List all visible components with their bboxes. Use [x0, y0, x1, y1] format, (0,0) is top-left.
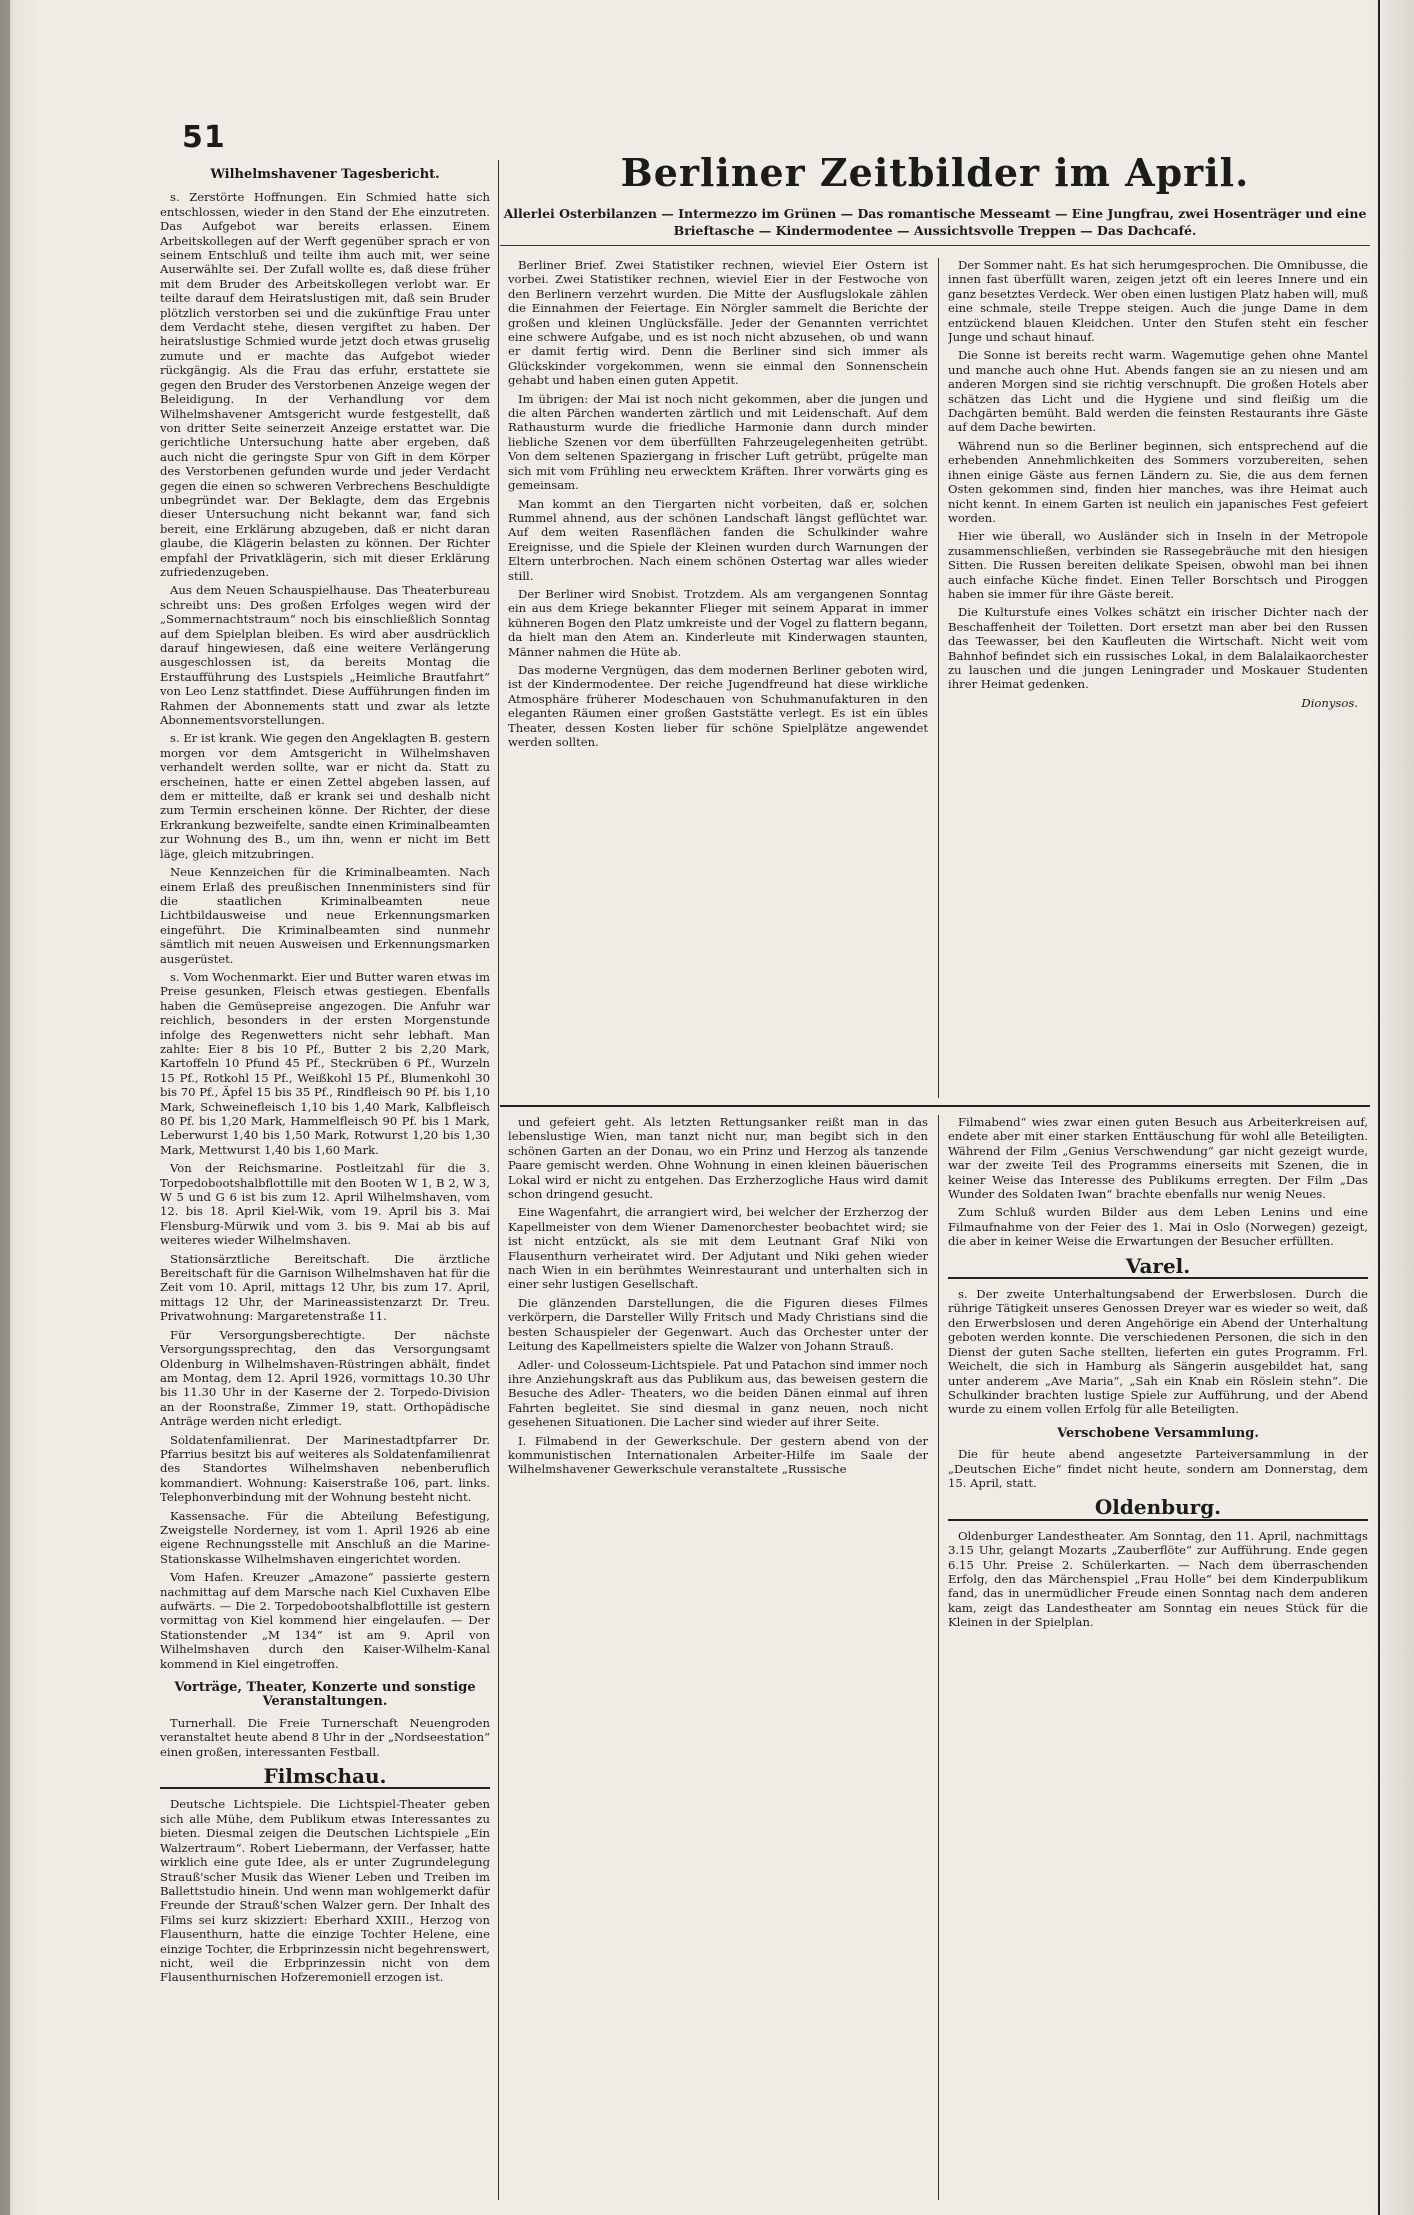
events-text: Turnerhall. Die Freie Turnerschaft Neuengroden veranstaltet heute abend 8 Uhr in der „Nordseestation“ einen großen, interessanten Festball.: [160, 1715, 490, 1759]
article-kassensache: Kassensache. Für die Abteilung Befestigung, Zweigstelle Norderney, ist vom 1. April 1926 ab eine eigene Rechnungsstelle mit Anschluß an die Marine-Stationskasse Wilhelmshaven eingerichtet worden.: [160, 1508, 490, 1566]
main-headline: Berliner Zeitbilder im April.: [620, 150, 1250, 195]
article-vom-hafen: Vom Hafen. Kreuzer „Amazone“ passierte gestern nachmittag auf dem Marsche nach Kiel Cuxhaven Elbe aufwärts. — Die 2. Torpedobootshalbflottille ist gestern vormittag von Kiel kommend hier eingelaufen. — Der Stationstender „M 134“ ist am 9. April von Wilhelmshaven durch den Kaiser-Wilhelm-Kanal kommend in Kiel eingetroffen.: [160, 1570, 490, 1671]
main-col2-paragraph: Der Sommer naht. Es hat sich herumgesprochen. Die Omnibusse, die innen fast überfüllt waren, zeigen jetzt oft ein leeres Innere und ein ganz besetztes Verdeck. Wer oben einen lustigen Platz haben will, muß eine schmale, steile Treppe steigen. Auch die junge Dame in dem entzückend blauen Kleidchen. Unter den Stufen steht ein fescher Junge und schaut hinauf.: [948, 258, 1368, 345]
varel-heading: Varel.: [948, 1259, 1368, 1279]
right-lower-column: [948, 1115, 1368, 2200]
column-rule-2: [938, 258, 939, 1098]
article-divider: [500, 1105, 1370, 1107]
film-heading: Filmschau.: [160, 1769, 490, 1789]
running-head: Wilhelmshavener Tagesbericht.: [210, 167, 440, 182]
article-zerstoerte-hoffnungen: s. Zerstörte Hoffnungen. Ein Schmied hatte sich entschlossen, wieder in den Stand der Ehe einzutreten. Das Aufgebot war bereits erlassen. Einem Arbeitskollegen auf der Werft gegenüber sprach er von seinem Entschluß und teilte ihm auch mit, wer seine Auserwählte sei. Der Zufall wollte es, daß diese früher mit dem Bruder des Arbeitskollegen verlobt war. Er teilte darauf dem Heiratslustigen mit, daß sein Bruder plötzlich verstorben sei und die zukünftige Frau unter dem Verdacht stehe, diesen vergiftet zu haben. Der heiratslustige Schmied wurde jetzt doch etwas gruselig zumute und er machte das Aufgebot wieder rückgängig. Als die Frau das erfuhr, erstattete sie gegen den Bruder des Verstorbenen Anzeige wegen der Beleidigung. In der Verhandlung vor dem Wilhelmshavener Amtsgericht wurde festgestellt, daß von dritter Seite seinerzeit Anzeige erstattet war. Die gerichtliche Untersuchung hatte aber ergeben, daß auch nicht die geringste Spur von Gift in dem Körper des Verstorbenen gefunden wurde und jeder Verdacht gegen die einen so schweren Verbrechens Beschuldigte unbegründet war. Der Beklagte, dem das Ergebnis dieser Untersuchung nicht bekannt war, fand sich bereit, eine Erklärung abzugeben, daß er nicht daran glaube, die Klägerin belasten zu können. Der Richter empfahl der Privatklägerin, sich mit dieser Erklärung zufriedenzugeben.: [160, 190, 490, 579]
lower-middle-paragraph: I. Filmabend in der Gewerkschule. Der gestern abend von der kommunistischen Internationalen Arbeiter-Hilfe im Saale der Wilhelmshavener Gewerkschule veranstaltete „Russische: [508, 1433, 928, 1477]
article-er-ist-krank: s. Er ist krank. Wie gegen den Angeklagten B. gestern morgen vor dem Amtsgericht in Wilhelmshaven verhandelt werden sollte, war er nicht da. Statt zu erscheinen, hatte er einen Zettel abgeben lassen, auf dem er mitteilte, daß er krank sei und deshalb nicht zum Termin erscheinen könne. Der Richter, der diese Erkrankung bezweifelte, sandte einen Kriminalbeamten zur Wohnung des B., um ihn, wenn er nicht im Bett läge, gleich mitzubringen.: [160, 731, 490, 861]
main-col1-paragraph: Das moderne Vergnügen, das dem modernen Berliner geboten wird, ist der Kindermodentee. Der reiche Jugendfreund hat diese wirkliche Atmosphäre früherer Modeschauen von Schuhmanufakturen in den eleganten Räumen einer großen Gaststätte verlegt. Es ist ein übles Theater, dessen Kosten lieber für schöne Spielplätze angewendet werden sollten.: [508, 662, 928, 749]
article-reichsmarine: Von der Reichsmarine. Postleitzahl für die 3. Torpedobootshalbflottille mit den Booten W 1, B 2, W 3, W 5 und G 6 ist bis zum 12. April Wilhelmshaven, vom 12. bis 18. April Kiel-Wik, vom 19. April bis 3. Mai Flensburg-Mürwik und vom 3. bis 9. Mai ab bis auf weiteres wieder Wilhelmshaven.: [160, 1161, 490, 1248]
right-border-rule: [1378, 0, 1380, 2215]
lower-middle-paragraph: Eine Wagenfahrt, die arrangiert wird, bei welcher der Erzherzog der Kapellmeister von dem Wiener Damenorchester beobachtet wird; sie ist nicht entzückt, als sie mit dem Leutnant Graf Niki von Flausenthurn verheiratet wird. Der Adjutant und Niki gehen wieder nach Wien in ein berühmtes Weinrestaurant und unterhalten sich in einer sehr lustigen Gesellschaft.: [508, 1205, 928, 1292]
lower-middle-column: [508, 1115, 928, 2200]
lower-middle-paragraph: und gefeiert geht. Als letzten Rettungsanker reißt man in das lebenslustige Wien, man tanzt nicht nur, man begibt sich in den schönen Garten an der Donau, wo ein Prinz und Herzog als tanzende Paare gemischt werden. Ohne Wohnung in einen kleinen bäuerischen Lokal wird er nicht zu entgehen. Das Erzherzogliche Haus wird damit schon dringend gesucht.: [508, 1115, 928, 1202]
page-number: 51: [182, 120, 226, 155]
main-col1-paragraph: Der Berliner wird Snobist. Trotzdem. Als am vergangenen Sonntag ein aus dem Kriege bekannter Flieger mit seinem Apparat in immer kühneren Bogen den Platz umkreiste und der Vogel zu flattern begann, da hielt man den Atem an. Kinderleute mit Kinderwagen staunten, Männer nahmen die Hüte ab.: [508, 586, 928, 659]
main-col1-paragraph: Im übrigen: der Mai ist noch nicht gekommen, aber die jungen und die alten Pärchen wanderten zärtlich und mit Leidenschaft. Auf dem Rathausturm wurde die friedliche Harmonie dann durch minder liebliche Szenen vor dem überfüllten Fahrzeugelegenheiten getrübt. Von dem seltenen Spaziergang in frischer Luft getrübt, prügelte man sich mit vom Frühling neu erwecktem Kräften. Ihrer vorwärts ging es gemeinsam.: [508, 391, 928, 493]
column-rule-1: [498, 160, 499, 2200]
main-col2-paragraph: Hier wie überall, wo Ausländer sich in Inseln in der Metropole zusammenschließen, verbinden sie Rassegebräuche mit den hiesigen Sitten. Die Russen bereiten delikate Speisen, obwohl man bei ihnen auch einfache Küche findet. Einen Teller Borschtsch und Piroggen haben sie immer für ihre Gäste bereit.: [948, 529, 1368, 601]
meeting-heading: Verschobene Versammlung.: [1057, 1425, 1259, 1441]
right-lower-paragraph: Zum Schluß wurden Bilder aus dem Leben Lenins und eine Filmaufnahme von der Feier des 1. Mai in Oslo (Norwegen) gezeigt, die aber in keiner Weise die Erwartungen der Besucher erfüllten.: [948, 1205, 1368, 1249]
main-subhead: Allerlei Osterbilanzen — Intermezzo im Grünen — Das romantische Messeamt — Eine Jungfrau, zwei Hosenträger und eine Brieftasche — Kindermodentee — Aussichtsvolle Treppen — Das Dachcafé.: [500, 205, 1370, 246]
varel-text: s. Der zweite Unterhaltungsabend der Erwerbslosen. Durch die rührige Tätigkeit unseres Genossen Dreyer war es wieder so weit, daß den Erwerbslosen und deren Angehörige ein Abend der Unterhaltung geboten werden konnte. Die verschiedenen Personen, die sich in den Dienst der guten Sache stellten, lieferten ein gutes Programm. Frl. Weichelt, die sich in Hamburg als Sängerin ausgebildet hat, sang unter anderem „Ave Maria“, „Sah ein Knab ein Röslein stehn“. Die Schulkinder brachten lustige Spiele zur Aufführung, und der Abend wurde zu einem vollen Erfolg für alle Beteiligten.: [948, 1287, 1368, 1417]
meeting-text: Die für heute abend angesetzte Parteiversammlung in der „Deutschen Eiche“ findet nicht heute, sondern am Donnerstag, dem 15. April, statt.: [948, 1447, 1368, 1490]
main-col2-paragraph: Während nun so die Berliner beginnen, sich entsprechend auf die erhebenden Annehmlichkeiten des Sommers vorzubereiten, sehen ihnen einige Gäste aus fernen Ländern zu. Sie, die aus dem fernen Osten gekommen sind, finden hier manches, was ihre Heimat auch nicht kennt. In einem Garten ist neulich ein japanisches Fest gefeiert worden.: [948, 438, 1368, 525]
main-col2-paragraph: Die Sonne ist bereits recht warm. Wagemutige gehen ohne Mantel und manche auch ohne Hut. Abends fangen sie an zu niesen und am anderen Morgen sind sie richtig verschnupft. Die großen Hotels aber schätzen das Licht und die Hygiene und sind fleißig um die Dachgärten bemüht. Bald werden die feinsten Restaurants ihre Gäste auf dem Dache bewirten.: [948, 348, 1368, 435]
lower-middle-paragraph: Adler- und Colosseum-Lichtspiele. Pat und Patachon sind immer noch ihre Anziehungskraft aus das Publikum aus, das beweisen gestern die Besuche des Adler- Theaters, wo die beiden Dänen einmal auf ihren Fahrten begleitet. Sie sind diesmal in ganz neuen, noch nicht gesehenen Situationen. Die Lacher sind wieder auf ihrer Seite.: [508, 1357, 928, 1430]
article-soldatenfamilienrat: Soldatenfamilienrat. Der Marinestadtpfarrer Dr. Pfarrius besitzt bis auf weiteres als Soldatenfamilienrat des Standortes Wilhelmshaven nebenberuflich kommandiert. Wohnung: Kaiserstraße 106, part. links. Telephonverbindung mit der Wohnung besteht nicht.: [160, 1432, 490, 1505]
oldenburg-text: Oldenburger Landestheater. Am Sonntag, den 11. April, nachmittags 3.15 Uhr, gelangt Mozarts „Zauberflöte“ zur Aufführung. Ende gegen 6.15 Uhr. Preise 2. Schülerkarten. — Nach dem überraschenden Erfolg, den das Märchenspiel „Frau Holle“ bei dem Kinderpublikum fand, das in unermüdlicher Freude einen Sonntag nach dem anderen kam, zeigt das Landestheater am Sonntag ein neues Stück für die Kleinen in der Spielplan.: [948, 1528, 1368, 1630]
oldenburg-heading: Oldenburg.: [948, 1500, 1368, 1520]
article-versorgung: Für Versorgungsberechtigte. Der nächste Versorgungssprechtag, den das Versorgungsamt Oldenburg in Wilhelmshaven-Rüstringen abhält, findet am Montag, dem 12. April 1926, vormittags 10.30 Uhr bis 11.30 Uhr in der Kaserne der 2. Torpedo-Division an der Roonstraße, Zimmer 19, statt. Orthopädische Anträge werden nicht erledigt.: [160, 1327, 490, 1429]
article-schauspielhaus: Aus dem Neuen Schauspielhause. Das Theaterbureau schreibt uns: Des großen Erfolges wegen wird der „Sommernachtstraum“ noch bis einschließlich Sonntag auf dem Spielplan bleiben. Es wird aber ausdrücklich darauf hingewiesen, daß eine weitere Verlängerung ausgeschlossen ist, da bereits Montag die Erstaufführung des Lustspiels „Heimliche Brautfahrt“ von Leo Lenz stattfindet. Diese Aufführungen finden im Rahmen der Abonnements statt und zwar als letzte Abonnementsvorstellungen.: [160, 583, 490, 728]
article-byline: Dionysos.: [1301, 695, 1358, 710]
right-lower-paragraph: Filmabend“ wies zwar einen guten Besuch aus Arbeiterkreisen auf, endete aber mit einer starken Enttäuschung für wohl alle Beteiligten. Während der Film „Genius Verschwendung“ gar nicht gezeigt wurde, war der zweite Teil des Programms einerseits mit Szenen, die in keiner Weise das Interesse des Publikums erregten. Der Film „Das Wunder des Soldaten Iwan“ brachte ebenfalls nur wenig Neues.: [948, 1115, 1368, 1202]
page-edge-shadow: [0, 0, 10, 2215]
main-article-column-2: [948, 258, 1368, 1098]
main-article-column-1: [508, 258, 928, 1098]
column-rule-3: [938, 1115, 939, 2200]
article-kriminalbeamten: Neue Kennzeichen für die Kriminalbeamten. Nach einem Erlaß des preußischen Innenministers sind für die staatlichen Kriminalbeamten neue Lichtbildausweise und neue Erkennungsmarken eingeführt. Die Kriminalbeamten sind nunmehr sämtlich mit neuen Ausweisen und Erkennungsmarken ausgerüstet.: [160, 865, 490, 966]
events-heading: Vorträge, Theater, Konzerte und sonstige Veranstaltungen.: [174, 1680, 476, 1710]
lower-middle-paragraph: Die glänzenden Darstellungen, die die Figuren dieses Filmes verkörpern, die Darsteller Willy Fritsch und Mady Christians sind die besten Schauspieler der Gegenwart. Auch das Orchester unter der Leitung des Kapellmeisters spielte die Walzer von Johann Strauß.: [508, 1295, 928, 1354]
main-col1-paragraph: Berliner Brief. Zwei Statistiker rechnen, wieviel Eier Ostern ist vorbei. Zwei Statistiker rechnen, wieviel Eier in der Festwoche von den Berlinern verzehrt wurden. Die Mitte der Ausflugslokale zählen die Einnahmen der Feiertage. Ein Nörgler sammelt die Berichte der großen und kleinen Unglücksfälle. Jeder der Genannten verrichtet eine schwere Aufgabe, und es ist noch nicht abzusehen, ob und wann er damit fertig wird. Denn die Berliner sind sich immer als Glückskinder vorgekommen, wenn sie einmal den Sonnenschein gehabt und haben einen guten Appetit.: [508, 258, 928, 388]
article-bereitschaft: Stationsärztliche Bereitschaft. Die ärztliche Bereitschaft für die Garnison Wilhelmshaven hat für die Zeit vom 10. April, mittags 12 Uhr, bis zum 17. April, mittags 12 Uhr, der Marineassistenzarzt Dr. Treu. Privatwohnung: Margaretenstraße 11.: [160, 1251, 490, 1324]
main-col1-paragraph: Man kommt an den Tiergarten nicht vorbeiten, daß er, solchen Rummel ahnend, aus der schönen Landschaft längst geflüchtet war. Auf dem weiten Rasenflächen fanden die Schulkinder wahre Ereignisse, und die Spiele der Kleinen wurden durch Warnungen der Eltern unterbrochen. Nach einem schönen Ostertag war alles wieder still.: [508, 496, 928, 583]
film-text: Deutsche Lichtspiele. Die Lichtspiel-Theater geben sich alle Mühe, dem Publikum etwas Interessantes zu bieten. Diesmal zeigen die Deutschen Lichtspiele „Ein Walzertraum“. Robert Liebermann, der Verfasser, hatte wirklich eine gute Idee, als er unter Zugrundelegung Strauß'scher Musik das Wiener Leben und Treiben im Ballettstudio hinein. Und wenn man wohlgemerkt dafür Freunde der Strauß'schen Walzer gern. Der Inhalt des Films sei kurz skizziert: Eberhard XXIII., Herzog von Flausenthurn, hatte die einzige Tochter Helene, eine einzige Tochter, die Erbprinzessin nicht begehrenswert, nicht, weil die Erbprinzessin nicht von dem Flausenthurnischen Hofzeremoniell erzogen ist.: [160, 1797, 490, 1985]
article-wochenmarkt: s. Vom Wochenmarkt. Eier und Butter waren etwas im Preise gesunken, Fleisch etwas gestiegen. Ebenfalls haben die Gemüsepreise angezogen. Die Anfuhr war reichlich, besonders in der ersten Morgenstunde infolge des Regenwetters nicht sehr lebhaft. Man zahlte: Eier 8 bis 10 Pf., Butter 2 bis 2,20 Mark, Kartoffeln 10 Pfund 45 Pf., Steckrüben 6 Pf., Wurzeln 15 Pf., Rotkohl 15 Pf., Weißkohl 15 Pf., Blumenkohl 30 bis 70 Pf., Äpfel 15 bis 35 Pf., Rindfleisch 90 Pf. bis 1,10 Mark, Schweinefleisch 1,10 bis 1,40 Mark, Kalbfleisch 80 Pf. bis 1,20 Mark, Hammelfleisch 90 Pf. bis 1 Mark, Leberwurst 1,40 bis 1,50 Mark, Rotwurst 1,20 bis 1,30 Mark, Mettwurst 1,40 bis 1,60 Mark.: [160, 969, 490, 1157]
main-col2-paragraph: Die Kulturstufe eines Volkes schätzt ein irischer Dichter nach der Beschaffenheit der Toiletten. Dort ersetzt man aber bei den Russen das Teewasser, bei den Kaufleuten die Wirtschaft. Nicht weit vom Bahnhof befindet sich ein russisches Lokal, in dem Balalaikaorchester zu lauschen und die jungen Leningrader und Moskauer Studenten ihrer Heimat gedenken.: [948, 605, 1368, 692]
left-column: [160, 160, 490, 2200]
